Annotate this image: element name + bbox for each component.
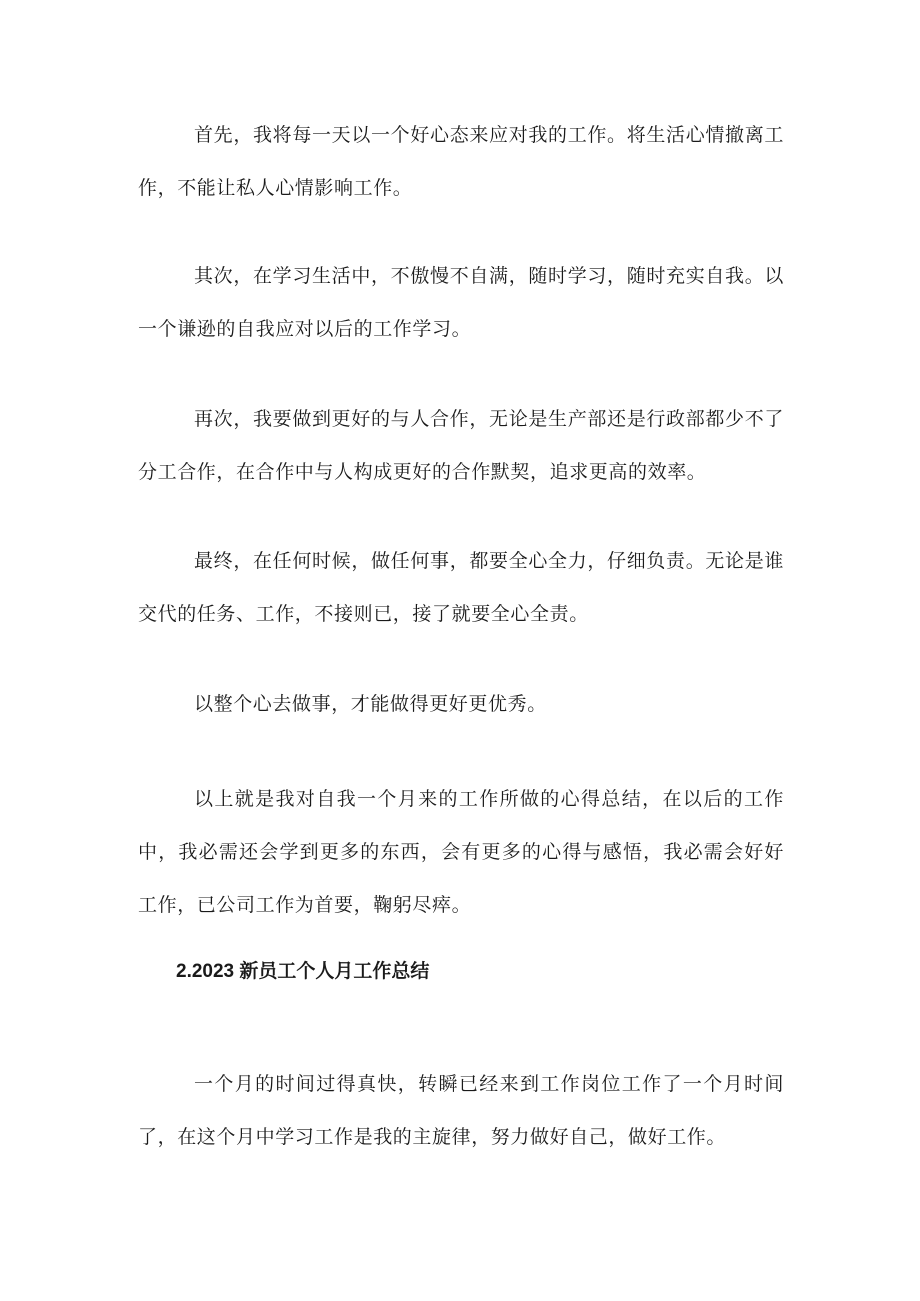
- section-heading: 2.2023 新员工个人月工作总结: [176, 961, 430, 982]
- paragraph-month-intro: 一个月的时间过得真快，转瞬已经来到工作岗位工作了一个月时间了，在这个月中学习工作是我的主旋律，努力做好自己，做好工作。: [138, 1073, 784, 1148]
- paragraph-responsibility: 最终，在任何时候，做任何事，都要全心全力，仔细负责。无论是谁交代的任务、工作，不接则已，接了就要全心全责。: [138, 550, 784, 625]
- paragraph-attitude: 首先，我将每一天以一个好心态来应对我的工作。将生活心情撤离工作，不能让私人心情影响工作。: [138, 124, 784, 199]
- paragraph-learning: 其次，在学习生活中，不傲慢不自满，随时学习，随时充实自我。以一个谦逊的自我应对以后的工作学习。: [138, 265, 784, 340]
- paragraph-wholehearted: 以整个心去做事，才能做得更好更优秀。: [194, 693, 547, 715]
- paragraph-summary: 以上就是我对自我一个月来的工作所做的心得总结，在以后的工作中，我必需还会学到更多的东西，会有更多的心得与感悟，我必需会好好工作，已公司工作为首要，鞠躬尽瘁。: [138, 788, 784, 916]
- paragraph-cooperation: 再次，我要做到更好的与人合作，无论是生产部还是行政部都少不了分工合作，在合作中与人构成更好的合作默契，追求更高的效率。: [138, 408, 784, 483]
